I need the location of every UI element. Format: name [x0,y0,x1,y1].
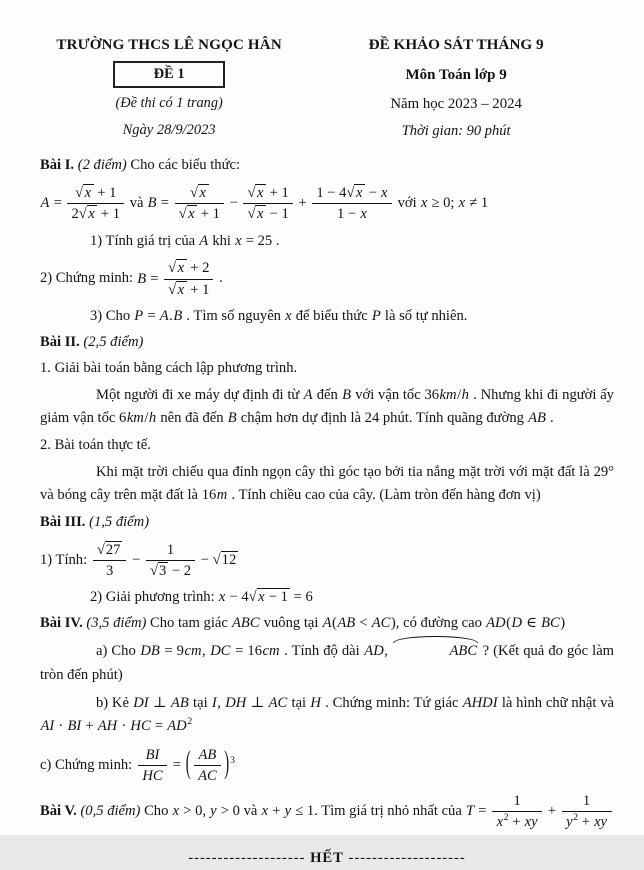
problem-3-heading: Bài III. (1,5 điểm) [40,514,150,531]
problem-4-part-c: c) Chứng minh: $\frac{BI}{HC}$ = ( $\frac{AB}{AC}$ )$^3$ [40,746,236,785]
problem-2-part-2-text: Khi mặt trời chiếu qua đỉnh ngọn cây thì góc tạo bởi tia nắng mặt trời với mặt đất là 29° và bóng cây trên mặt đất là 16m . Tính chiều cao của cây. (Làm tròn đến hàng đơn vị) [40,463,614,504]
exam-body [40,155,614,869]
exam-subject: Môn Toán lớp 9 [405,66,507,83]
header-left-column [40,34,298,143]
problem-4-heading: Bài IV. (3,5 điểm) Cho tam giác ABC vuông tại A(AB < AC), có đường cao AD(D ∈ BC) [40,615,566,632]
page-count-note: (Đề thi có 1 trang) [115,95,223,112]
problem-1-part-2: 2) Chứng minh: B = $\frac{√ x + 2}{√ x + 1}$ . [40,260,223,298]
problem-2-part-2-title: 2. Bài toán thực tế. [40,436,151,453]
problem-2-part-1-text: Một người đi xe máy dự định đi từ A đến B với vận tốc 36km/h . Nhưng khi đi người ấy giảm vận tốc 6km/h nên đã đến B chậm hơn dự định là 24 phút. Tính quãng đường AB . [40,386,614,427]
exam-code-box: ĐỀ 1 [113,61,225,89]
header-right-column [298,34,614,143]
exam-code-box-wrap [40,57,298,92]
problem-4-part-b: b) Kẻ DI ⊥ AB tại I, DH ⊥ AC tại H . Chứng minh: Tứ giác AHDI là hình chữ nhật và AI · BI + AH · HC = $AD^2$ [40,694,614,735]
problem-5: Bài V. (0,5 điểm) Cho x > 0, y > 0 và x + y ≤ 1. Tìm giá trị nhỏ nhất của T = $\frac{1}{x^2 + xy}$ + $\frac{1}{y^2 + xy}$ [40,792,614,831]
problem-1-part-1: 1) Tính giá trị của A khi x = 25 . [90,232,280,249]
problem-3-part-2: 2) Giải phương trình: x − 4√ x − 1 = 6 [90,589,313,606]
exam-title: ĐỀ KHẢO SÁT THÁNG 9 [368,36,544,53]
problem-2-part-1-title: 1. Giải bài toán bằng cách lập phương trình. [40,359,298,376]
problem-4-part-a: a) Cho DB = 9cm, DC = 16cm . Tính độ dài AD, ABC ? (Kết quả đo góc làm tròn đến phút) [40,639,614,687]
school-name: TRƯỜNG THCS LÊ NGỌC HÂN [56,37,282,53]
problem-1-expressions: A = $\frac{√ x + 1}{2√ x + 1}$ và B = $\frac{√ x}{√ x + 1}$ − $\frac{√ x + 1}{√ x - 1}$ + $\frac{1 - 4√ x - x}{1 - x}$ với x ≥ 0; x ≠ 1 [40,185,489,223]
exam-header [40,34,614,143]
exam-duration: Thời gian: 90 phút [401,123,511,140]
problem-2-heading: Bài II. (2,5 điểm) [40,333,144,350]
problem-1-heading: Bài I. (2 điểm) Cho các biểu thức: [40,157,241,174]
exam-date: Ngày 28/9/2023 [122,121,216,138]
end-marker: -------------------- HẾT -------------------- [188,849,466,866]
school-year: Năm học 2023 – 2024 [390,96,522,113]
problem-1-part-3: 3) Cho P = A.B . Tìm số nguyên x để biểu thức P là số tự nhiên. [90,307,468,324]
problem-3-part-1: 1) Tính: $\frac{√27}{3}$ − $\frac{1}{√3 - 2}$ − √12 [40,541,237,580]
